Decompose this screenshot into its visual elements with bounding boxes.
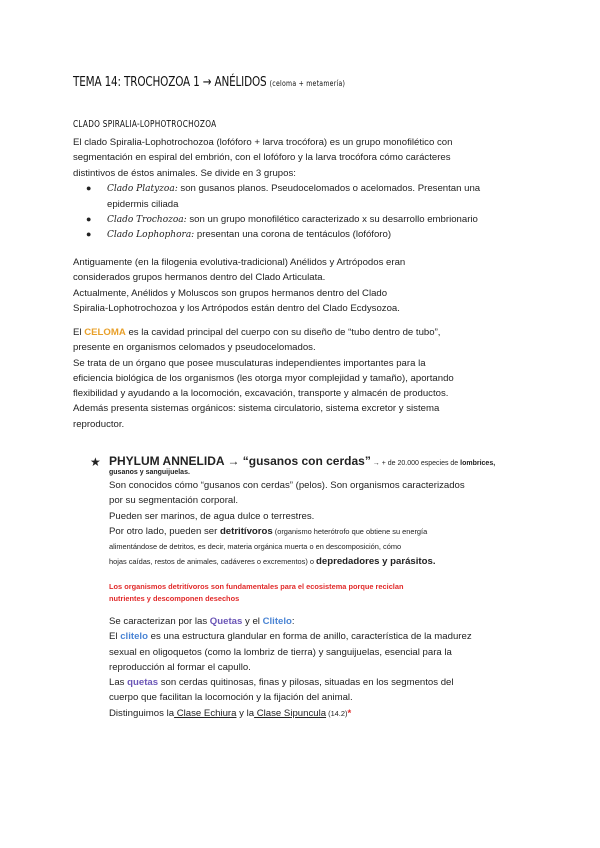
phylum-heading [109, 454, 495, 468]
char-line: reproducción al formar el capullo. [109, 661, 251, 673]
title-note: (celoma + metamería) [269, 79, 346, 88]
bullet-icon: ● [86, 214, 92, 224]
predators-bold: depredadores y parásitos. [316, 556, 436, 568]
red-note [109, 581, 529, 605]
group-name: Clado Lophophora: [107, 230, 195, 240]
char-text: y la [236, 707, 255, 719]
celoma-line: flexibilidad y ayudando a la locomoción, excavación, transporte y almacén de productos. [73, 388, 449, 400]
red-note-line: nutrientes y descomponen desechos [109, 594, 240, 603]
star-icon: ★ [90, 455, 101, 469]
phylum-line: Pueden ser marinos, de agua dulce o terrestres. [109, 510, 315, 522]
history-line: considerados grupos hermanos dentro del Clado Articulata. [73, 272, 326, 284]
quetas-highlight: Quetas [209, 616, 243, 627]
char-text: : [291, 616, 295, 627]
quetas-highlight: quetas [127, 677, 159, 689]
title-text: TEMA 14: TROCHOZOA 1 → ANÉLIDOS [73, 74, 267, 90]
group-name: Clado Platyzoa: [107, 184, 178, 194]
clase-sipuncula-link[interactable]: Clase Sipuncula [254, 707, 327, 719]
history-line: Antiguamente (en la filogenia evolutiva-tradicional) Anélidos y Artrópodos eran [73, 257, 406, 268]
char-ref: (14.2) [326, 708, 348, 718]
intro-line: El clado Spiralia-Lophotrochozoa (lofóforo + larva trocófora) es un grupo monofilético con [73, 137, 453, 148]
history-line: Actualmente, Anélidos y Moluscos son grupos hermanos dentro del Clado [73, 287, 388, 299]
char-text: Las [109, 677, 128, 689]
group-text: son gusanos planos. Pseudocelomados o acelomados. Presentan una [177, 183, 481, 194]
char-text: y el [242, 616, 263, 627]
phylum-note-bold: lombrices, [460, 460, 496, 467]
intro-paragraph [73, 135, 533, 181]
phylum-small-line: alimentándose de detritos, es decir, materia orgánica muerta o en descomposición, cómo [109, 542, 402, 552]
celoma-highlight: CELOMA [84, 327, 126, 338]
char-text: es una estructura glandular en forma de anillo, característica de la madurez [147, 631, 472, 643]
clitelo-highlight: Clitelo [262, 616, 292, 627]
history-paragraph [73, 255, 533, 316]
celoma-text: El [73, 327, 85, 338]
char-text: El [109, 631, 121, 643]
char-text: Distinguimos la [109, 707, 175, 719]
phylum-line: Son conocidos cómo “gusanos con cerdas” (pelos). Son organismos caracterizados [109, 480, 465, 491]
celoma-line: reproductor. [73, 418, 125, 430]
group-name: Clado Trochozoa: [107, 215, 187, 225]
detritivoros-bold: detritívoros [219, 525, 273, 537]
page-title [73, 74, 345, 90]
celoma-text: es la cavidad principal del cuerpo con su diseño de “tubo dentro de tubo”, [125, 327, 441, 338]
celoma-line: Además presenta sistemas orgánicos: sistema circulatorio, sistema excretor y sistema [73, 403, 440, 415]
clase-echiura-link[interactable]: Clase Echiura [174, 707, 237, 719]
intro-line: segmentación en espiral del embrión, con el lofóforo y la larva trocófora cómo carácteres [73, 152, 451, 164]
phylum-small: (organismo heterótrofo que obtiene su energía [272, 526, 428, 536]
characteristics-paragraph [109, 614, 534, 721]
char-line: sexual en oligoquetos (como la lombriz de tierra) y sanguijuelas, esencial para la [109, 646, 452, 658]
char-text: son cerdas quitinosas, finas y pilosas, situadas en los segmentos del [158, 677, 454, 689]
intro-line: distintivos de éstos animales. Se divide en 3 grupos: [73, 167, 296, 179]
clitelo-highlight: clitelo [120, 631, 148, 643]
phylum-note-line2: gusanos y sanguijuelas. [109, 469, 190, 476]
phylum-line: por su segmentación corporal. [109, 495, 239, 507]
section-heading: CLADO SPIRALIA-LOPHOTROCHOZOA [73, 119, 217, 130]
celoma-paragraph [73, 325, 533, 432]
phylum-text: Por otro lado, pueden ser [109, 525, 220, 537]
history-line: Spiralia-Lophotrochozoa y los Artrópodos están dentro del Clado Ecdysozoa. [73, 302, 400, 314]
celoma-line: eficiencia biológica de los organismos (les otorga myor complejidad y tamaño), aportando [73, 372, 454, 384]
asterisk-icon: * [347, 707, 352, 719]
phylum-small: hojas caídas, restos de animales, cadáveres o excrementos) o [109, 557, 317, 567]
group-text: presentan una corona de tentáculos (lofóforo) [194, 229, 392, 240]
celoma-line: presente en organismos celomados y pseudocelomados. [73, 342, 316, 354]
group-text: epidermis ciliada [107, 199, 179, 211]
celoma-line: Se trata de un órgano que posee musculaturas independientes importantes para la [73, 357, 426, 369]
group-text: son un grupo monofilético caracterizado x su desarrollo embrionario [186, 214, 478, 225]
char-text: Se caracterizan por las [109, 616, 210, 627]
red-note-line: Los organismos detritívoros son fundamentales para el ecosistema porque reciclan [109, 582, 404, 591]
phylum-name: PHYLUM ANNELIDA → “gusanos con cerdas” [109, 454, 371, 468]
bullet-icon: ● [86, 229, 92, 239]
phylum-note: → + de 20.000 especies de [370, 460, 461, 467]
char-line: cuerpo que facilitan la locomoción y la fijación del animal. [109, 692, 353, 704]
bullet-icon: ● [86, 183, 92, 193]
phylum-description [109, 478, 534, 570]
